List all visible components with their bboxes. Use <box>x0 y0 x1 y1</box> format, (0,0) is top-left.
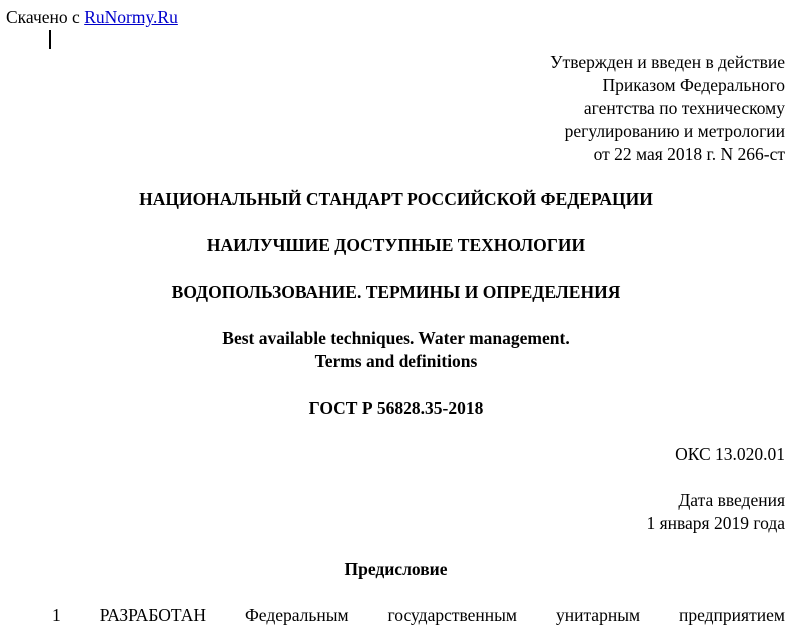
oks-code: ОКС 13.020.01 <box>675 444 785 464</box>
preface-heading: Предисловие <box>344 559 448 579</box>
approval-line: Приказом Федерального <box>602 75 785 95</box>
approval-line: регулированию и метрологии <box>564 121 785 141</box>
paragraph-word: предприятием <box>679 605 785 625</box>
gost-number: ГОСТ Р 56828.35-2018 <box>308 398 484 418</box>
approval-line: агентства по техническому <box>583 98 785 118</box>
paragraph-word: государственным <box>387 605 517 625</box>
national-standard-title: НАЦИОНАЛЬНЫЙ СТАНДАРТ РОССИЙСКОЙ ФЕДЕРАЦИИ <box>139 189 653 209</box>
effective-date-value: 1 января 2019 года <box>646 513 785 533</box>
best-techniques-title: НАИЛУЧШИЕ ДОСТУПНЫЕ ТЕХНОЛОГИИ <box>206 235 586 255</box>
approval-line: Утвержден и введен в действие <box>550 52 785 72</box>
paragraph-word: РАЗРАБОТАН <box>99 605 206 625</box>
source-prefix: Скачено с <box>6 7 80 27</box>
paragraph-word: Федеральным <box>244 605 349 625</box>
paragraph-word: 1 <box>52 605 61 625</box>
approval-block <box>550 51 785 166</box>
effective-date-label: Дата введения <box>678 490 785 510</box>
english-title-line-1: Best available techniques. Water management. <box>222 328 570 348</box>
source-link[interactable]: RuNormy.Ru <box>84 7 178 27</box>
english-title-line-2: Terms and definitions <box>314 351 478 371</box>
preface-paragraph-1 <box>52 604 785 627</box>
text-cursor <box>49 30 51 49</box>
paragraph-word: унитарным <box>555 605 641 625</box>
approval-line: от 22 мая 2018 г. N 266-ст <box>593 144 785 164</box>
water-use-title: ВОДОПОЛЬЗОВАНИЕ. ТЕРМИНЫ И ОПРЕДЕЛЕНИЯ <box>171 282 621 302</box>
source-line <box>6 6 178 29</box>
